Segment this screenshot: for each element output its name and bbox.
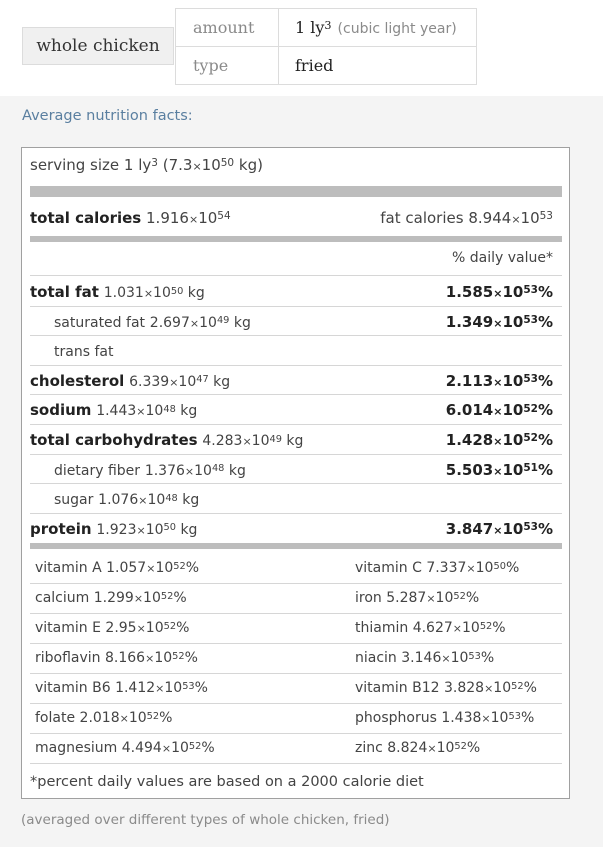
nutrient-label: saturated fat bbox=[54, 314, 146, 331]
param-value-type[interactable] bbox=[279, 47, 477, 85]
vitamin-label: vitamin C bbox=[355, 560, 422, 576]
nutrient-label: protein bbox=[30, 519, 92, 538]
nutrient-label: sodium bbox=[30, 401, 92, 420]
divider bbox=[30, 673, 562, 674]
nutrient-amount: $4.283\times 10^{49}$ kg bbox=[202, 433, 304, 449]
nutrient-label: total fat bbox=[30, 283, 99, 301]
nutrient-label: trans fat bbox=[54, 344, 114, 361]
vitamin-value: $3.146\times 10^{53}\%$ bbox=[401, 650, 495, 666]
nutrient-label: sugar bbox=[54, 492, 94, 509]
vitamin-label: folate bbox=[35, 710, 76, 726]
vitamin-value: $4.494\times 10^{52}\%$ bbox=[121, 740, 215, 756]
medium-rule bbox=[30, 236, 562, 242]
vitamin-item bbox=[355, 710, 561, 726]
param-unit-note: (cubic light year) bbox=[337, 21, 457, 37]
nutrient-amount: $2.697\times 10^{49}$ kg bbox=[149, 314, 251, 331]
bottom-bar bbox=[0, 836, 603, 847]
param-name: type bbox=[176, 47, 279, 85]
param-name: amount bbox=[176, 9, 279, 47]
section-header bbox=[0, 96, 603, 136]
divider bbox=[30, 513, 562, 514]
divider bbox=[30, 335, 562, 336]
divider bbox=[30, 483, 562, 484]
averaged-note: (averaged over different types of whole chicken, fried) bbox=[21, 812, 390, 828]
vitamin-item bbox=[355, 740, 561, 756]
divider bbox=[30, 643, 562, 644]
nutrient-amount: $1.031\times 10^{50}$ kg bbox=[103, 285, 205, 301]
vitamin-label: niacin bbox=[355, 650, 397, 666]
vitamin-label: vitamin B6 bbox=[35, 680, 111, 696]
fat-calories: fat calories $8.944\times 10^{53}$ bbox=[380, 209, 553, 227]
nutrient-amount: $1.923\times 10^{50}$ kg bbox=[96, 521, 198, 538]
serving-size bbox=[30, 156, 561, 174]
vitamin-value: $3.828\times 10^{52}\%$ bbox=[443, 680, 537, 696]
vitamin-label: thiamin bbox=[355, 620, 409, 636]
param-value-amount[interactable] bbox=[279, 9, 477, 47]
vitamin-label: vitamin E bbox=[35, 620, 101, 636]
vitamin-label: riboflavin bbox=[35, 650, 101, 666]
vitamin-value: $8.166\times 10^{52}\%$ bbox=[105, 650, 198, 666]
vitamin-item bbox=[355, 590, 561, 606]
divider bbox=[30, 733, 562, 734]
nutrient-amount: $6.339\times 10^{47}$ kg bbox=[129, 373, 231, 390]
vitamin-label: phosphorus bbox=[355, 710, 437, 726]
vitamin-label: vitamin B12 bbox=[355, 680, 440, 696]
vitamin-item bbox=[355, 620, 561, 636]
fat-calories-label: fat calories bbox=[380, 209, 464, 227]
vitamin-value: $1.438\times 10^{53}\%$ bbox=[441, 710, 535, 726]
divider bbox=[30, 394, 562, 395]
param-row-type bbox=[176, 47, 477, 85]
vitamin-value: $1.299\times 10^{52}\%$ bbox=[93, 590, 187, 606]
total-calories-label: total calories bbox=[30, 209, 142, 227]
serving-mass-mantissa: (7.3 bbox=[157, 156, 193, 174]
divider bbox=[30, 454, 562, 455]
vitamin-item bbox=[355, 680, 561, 696]
divider bbox=[30, 763, 562, 764]
food-input-box[interactable] bbox=[22, 27, 174, 65]
daily-value-header: % daily value* bbox=[452, 250, 553, 266]
nutrient-label: dietary fiber bbox=[54, 462, 141, 479]
vitamin-value: $2.95\times 10^{52}\%$ bbox=[105, 620, 190, 636]
vitamin-value: $7.337\times 10^{50}\%$ bbox=[426, 560, 520, 576]
vitamin-item bbox=[355, 650, 561, 666]
vitamin-value: $5.287\times 10^{52}\%$ bbox=[386, 590, 480, 606]
serving-size-text: serving size 1 ly bbox=[30, 156, 152, 174]
param-value-text: fried bbox=[295, 56, 334, 75]
vitamin-value: $1.057\times 10^{52}\%$ bbox=[106, 560, 200, 576]
nutrient-row bbox=[54, 342, 561, 360]
times-symbol: × bbox=[192, 160, 202, 173]
nutrient-row bbox=[54, 490, 561, 508]
vitamin-value: $1.412\times 10^{53}\%$ bbox=[115, 680, 208, 696]
nutrition-label: serving size 1 $ly^3$ ($7.3\times 10^{50}$ kg) total calories $1.916\times 10^{54}$ fat calories $8.944\times 10^{53}$ % daily value* total fat $1.031\times 10^{50}$ kg $1.585\times 10^{53}\%$ saturated fat $2.697\times 10^{49}$ kg $1.349\times 10^{53}\%$ trans fat cholesterol $6.339\times 10^{47}$ kg $2.113\times 10^{53}\%$ sodium $1.443\times 10^{48}$ kg $6.014\times 10^{52}\%$ total carbohydrates $4.283\times 10^{49}$ kg $1.428\times 10^{52}\%$ dietary fiber $1.376\times 10^{48}$ kg $5.503\times 10^{51}\%$ sugar $1.076\times 10^{48}$ kg protein $1.923\times 10^{50}$ kg $3.847\times 10^{53}\%$ vitamin A $1.057\times 10^{52}\%$ vitamin C $7.337\times 10^{50}\%$ calcium $1.299\times 10^{52}\%$ iron $5.287\times 10^{52}\%$ vitamin E $2.95\times 10^{52}\%$ thiamin $4.627\times 10^{52}\%$ riboflavin $8.166\times 10^{52}\%$ niacin $3.146\times 10^{53}\%$ vitamin B6 $1.412\times 10^{53}\%$ vitamin B12 $3.828\times 10^{52}\%$ folate $2.018\times 10^{52}\%$ phosphorus $1.438\times 10^{53}\%$ magnesium $4.494\times 10^{52}\%$ zinc $8.824\times 10^{52}\%$ *percent daily values are based on a 2000 calorie diet bbox=[21, 147, 570, 799]
divider bbox=[30, 306, 562, 307]
vitamin-value: $8.824\times 10^{52}\%$ bbox=[387, 740, 481, 756]
input-assumptions bbox=[0, 0, 603, 96]
section-title: Average nutrition facts: bbox=[22, 108, 193, 124]
divider bbox=[30, 613, 562, 614]
nutrient-label: cholesterol bbox=[30, 371, 125, 390]
nutrient-label: total carbohydrates bbox=[30, 431, 198, 449]
total-calories-value: $1.916\times 10^{54}$ bbox=[146, 209, 231, 227]
calories-row bbox=[30, 209, 561, 227]
divider bbox=[30, 275, 562, 276]
param-value-exponent: 3 bbox=[324, 19, 332, 33]
daily-value-footnote: *percent daily values are based on a 2000 calorie diet bbox=[30, 774, 424, 790]
vitamin-label: zinc bbox=[355, 740, 383, 756]
param-row-amount bbox=[176, 9, 477, 47]
parameter-table bbox=[175, 8, 477, 85]
nutrient-amount: $1.443\times 10^{48}$ kg bbox=[96, 403, 198, 420]
serving-size-exp: 3 bbox=[151, 157, 158, 170]
vitamin-label: calcium bbox=[35, 590, 90, 606]
medium-rule bbox=[30, 543, 562, 549]
food-name: whole chicken bbox=[36, 36, 160, 56]
vitamin-value: $2.018\times 10^{52}\%$ bbox=[79, 710, 173, 726]
nutrient-amount: $1.076\times 10^{48}$ kg bbox=[98, 492, 200, 509]
vitamin-item bbox=[355, 560, 561, 576]
divider bbox=[30, 583, 562, 584]
vitamin-label: vitamin A bbox=[35, 560, 102, 576]
vitamin-label: magnesium bbox=[35, 740, 118, 756]
serving-mass-base: 10 bbox=[201, 156, 221, 174]
serving-mass-unit: kg) bbox=[234, 156, 263, 174]
divider bbox=[30, 424, 562, 425]
thick-rule bbox=[30, 186, 562, 197]
serving-mass-exp: 50 bbox=[220, 157, 235, 170]
vitamin-value: $4.627\times 10^{52}\%$ bbox=[412, 620, 506, 636]
divider bbox=[30, 703, 562, 704]
param-value-text: 1 ly bbox=[295, 18, 325, 37]
divider bbox=[30, 365, 562, 366]
vitamin-label: iron bbox=[355, 590, 382, 606]
nutrient-amount: $1.376\times 10^{48}$ kg bbox=[144, 462, 246, 479]
